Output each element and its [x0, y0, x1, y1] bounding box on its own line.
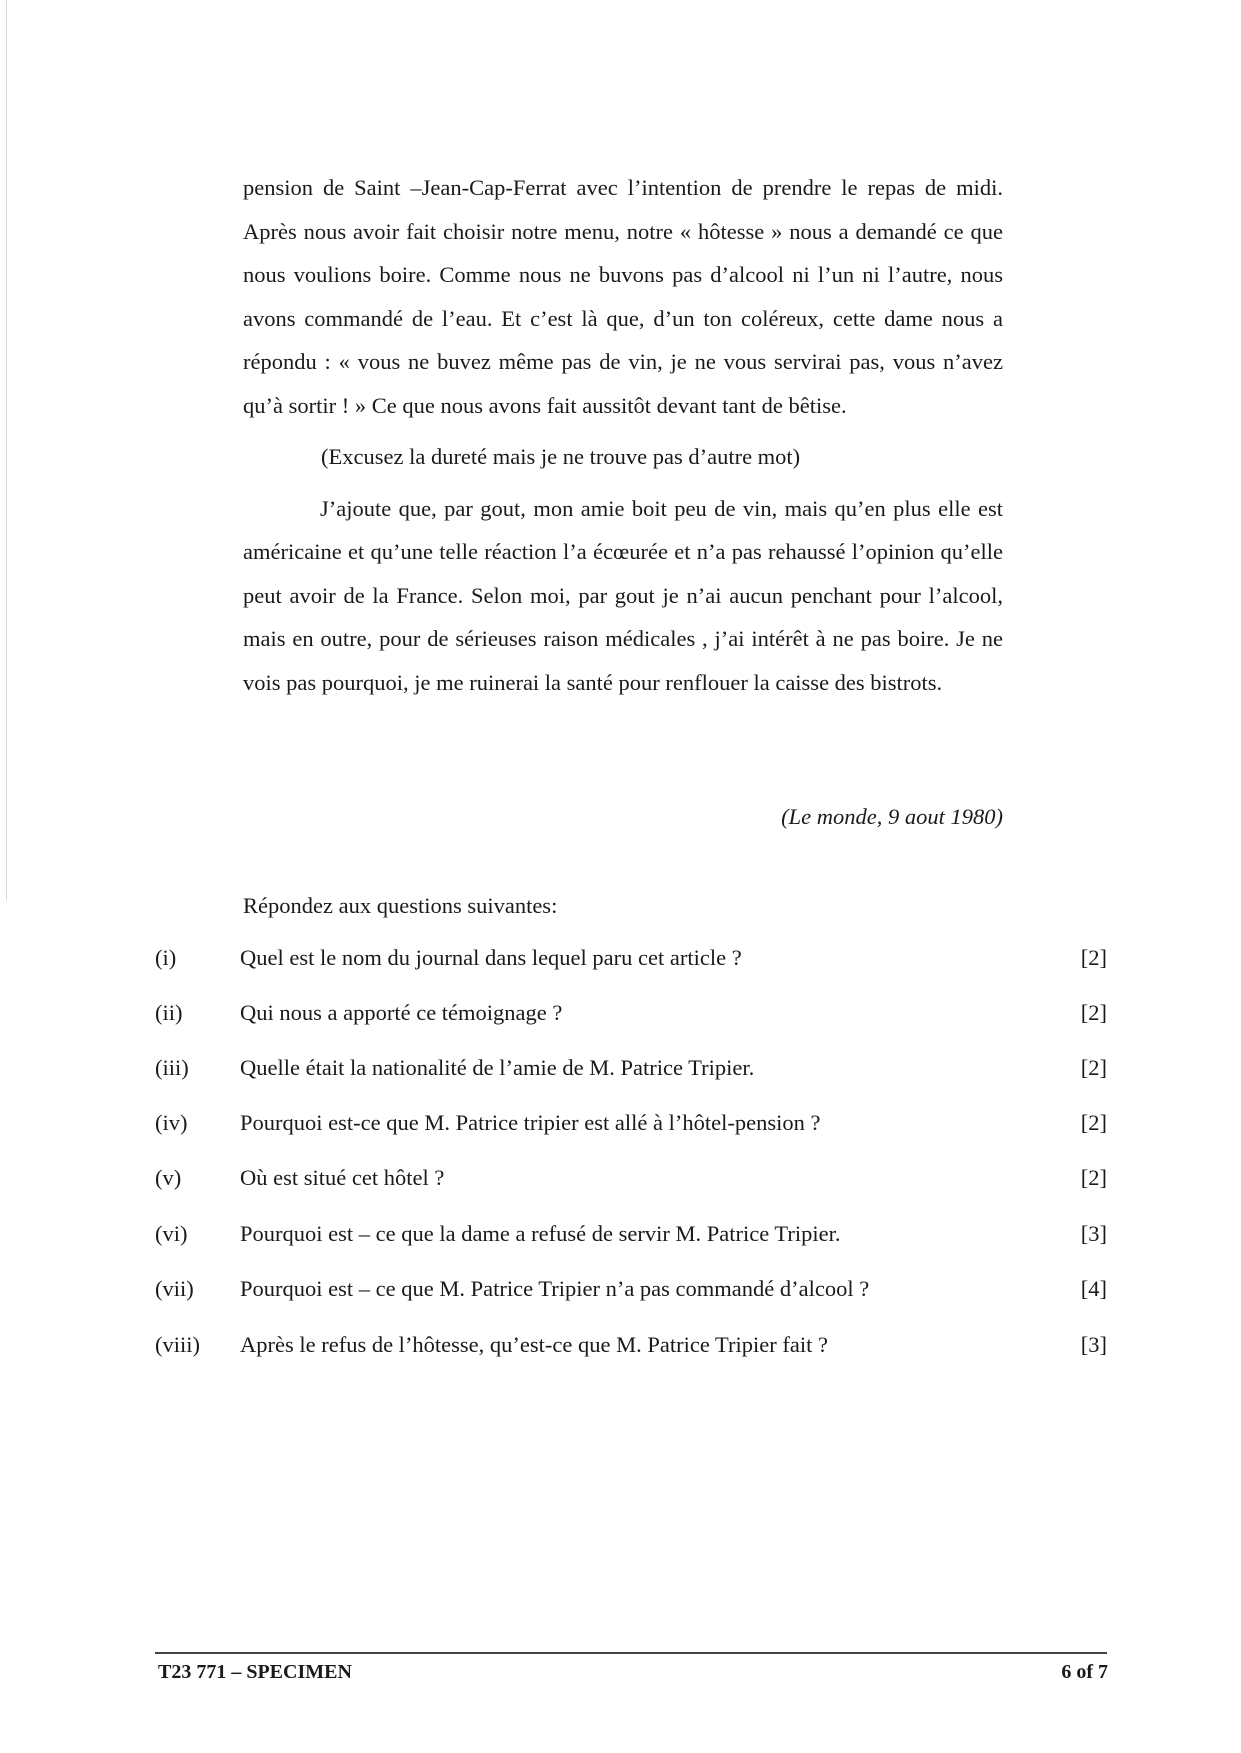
question-text: Quel est le nom du journal dans lequel paru cet article ? — [240, 945, 742, 970]
question-mark: [2] — [1080, 1000, 1107, 1025]
question-number: (viii) — [155, 1332, 200, 1357]
question-row — [0, 945, 1241, 985]
question-mark: [2] — [1080, 1165, 1107, 1190]
question-number: (iv) — [155, 1110, 188, 1135]
question-text: Quelle était la nationalité de l’amie de M. Patrice Tripier. — [240, 1055, 755, 1080]
question-row — [0, 1055, 1241, 1095]
question-row — [0, 1332, 1241, 1372]
question-row — [0, 1276, 1241, 1316]
article-passage — [243, 166, 1003, 704]
question-mark: [2] — [1080, 1055, 1107, 1080]
question-row — [0, 1000, 1241, 1040]
passage-aside: (Excusez la dureté mais je ne trouve pas d’autre mot) — [321, 444, 801, 469]
question-number: (vii) — [155, 1276, 194, 1301]
article-citation: (Le monde, 9 aout 1980) — [781, 804, 1003, 829]
question-text: Après le refus de l’hôtesse, qu’est-ce que M. Patrice Tripier fait ? — [240, 1332, 828, 1357]
question-number: (iii) — [155, 1055, 189, 1080]
questions-instruction: Répondez aux questions suivantes: — [243, 893, 558, 918]
question-mark: [2] — [1080, 945, 1107, 970]
question-text: Pourquoi est – ce que M. Patrice Tripier n’a pas commandé d’alcool ? — [240, 1276, 870, 1301]
question-mark: [3] — [1080, 1332, 1107, 1357]
passage-paragraph-2: J’ajoute que, par gout, mon amie boit peu de vin, mais qu’en plus elle est américaine et qu’une telle réaction l’a écœurée et n’a pas rehaussé l’opinion qu’elle peut avoir de la France. Selon moi, par gout je n’ai aucun penchant pour l’alcool, mais en outre, pour de sérieuses raison médicales , j’ai intérêt à ne pas boire. Je ne vois pas pourquoi, je me ruinerai la santé pour renflouer la caisse des bistrots. — [243, 495, 1003, 695]
footer-page-number: 6 of 7 — [1061, 1661, 1108, 1683]
question-number: (v) — [155, 1165, 182, 1190]
question-mark: [2] — [1080, 1110, 1107, 1135]
passage-paragraph-1: pension de Saint –Jean-Cap-Ferrat avec l’intention de prendre le repas de midi. Après nous avoir fait choisir notre menu, notre « hôtesse » nous a demandé ce que nous voulions boire. Comme nous ne buvons pas d’alcool ni l’un ni l’autre, nous avons commandé de l’eau. Et c’est là que, d’un ton coléreux, cette dame nous a répondu : « vous ne buvez même pas de vin, je ne vous servirai pas, vous n’avez qu’à sortir ! » Ce que nous avons fait aussitôt devant tant de bêtise. — [243, 175, 1003, 418]
question-text: Pourquoi est-ce que M. Patrice tripier est allé à l’hôtel-pension ? — [240, 1110, 821, 1135]
question-row — [0, 1165, 1241, 1205]
footer-divider — [155, 1652, 1107, 1654]
question-number: (ii) — [155, 1000, 183, 1025]
question-text: Pourquoi est – ce que la dame a refusé de servir M. Patrice Tripier. — [240, 1221, 841, 1246]
question-text: Qui nous a apporté ce témoignage ? — [240, 1000, 563, 1025]
question-row — [0, 1110, 1241, 1150]
question-text: Où est situé cet hôtel ? — [240, 1165, 445, 1190]
scan-edge-line — [6, 0, 7, 900]
question-mark: [3] — [1080, 1221, 1107, 1246]
question-number: (vi) — [155, 1221, 188, 1246]
question-mark: [4] — [1080, 1276, 1107, 1301]
question-row — [0, 1221, 1241, 1261]
question-number: (i) — [155, 945, 177, 970]
footer-paper-code: T23 771 – SPECIMEN — [158, 1661, 352, 1683]
